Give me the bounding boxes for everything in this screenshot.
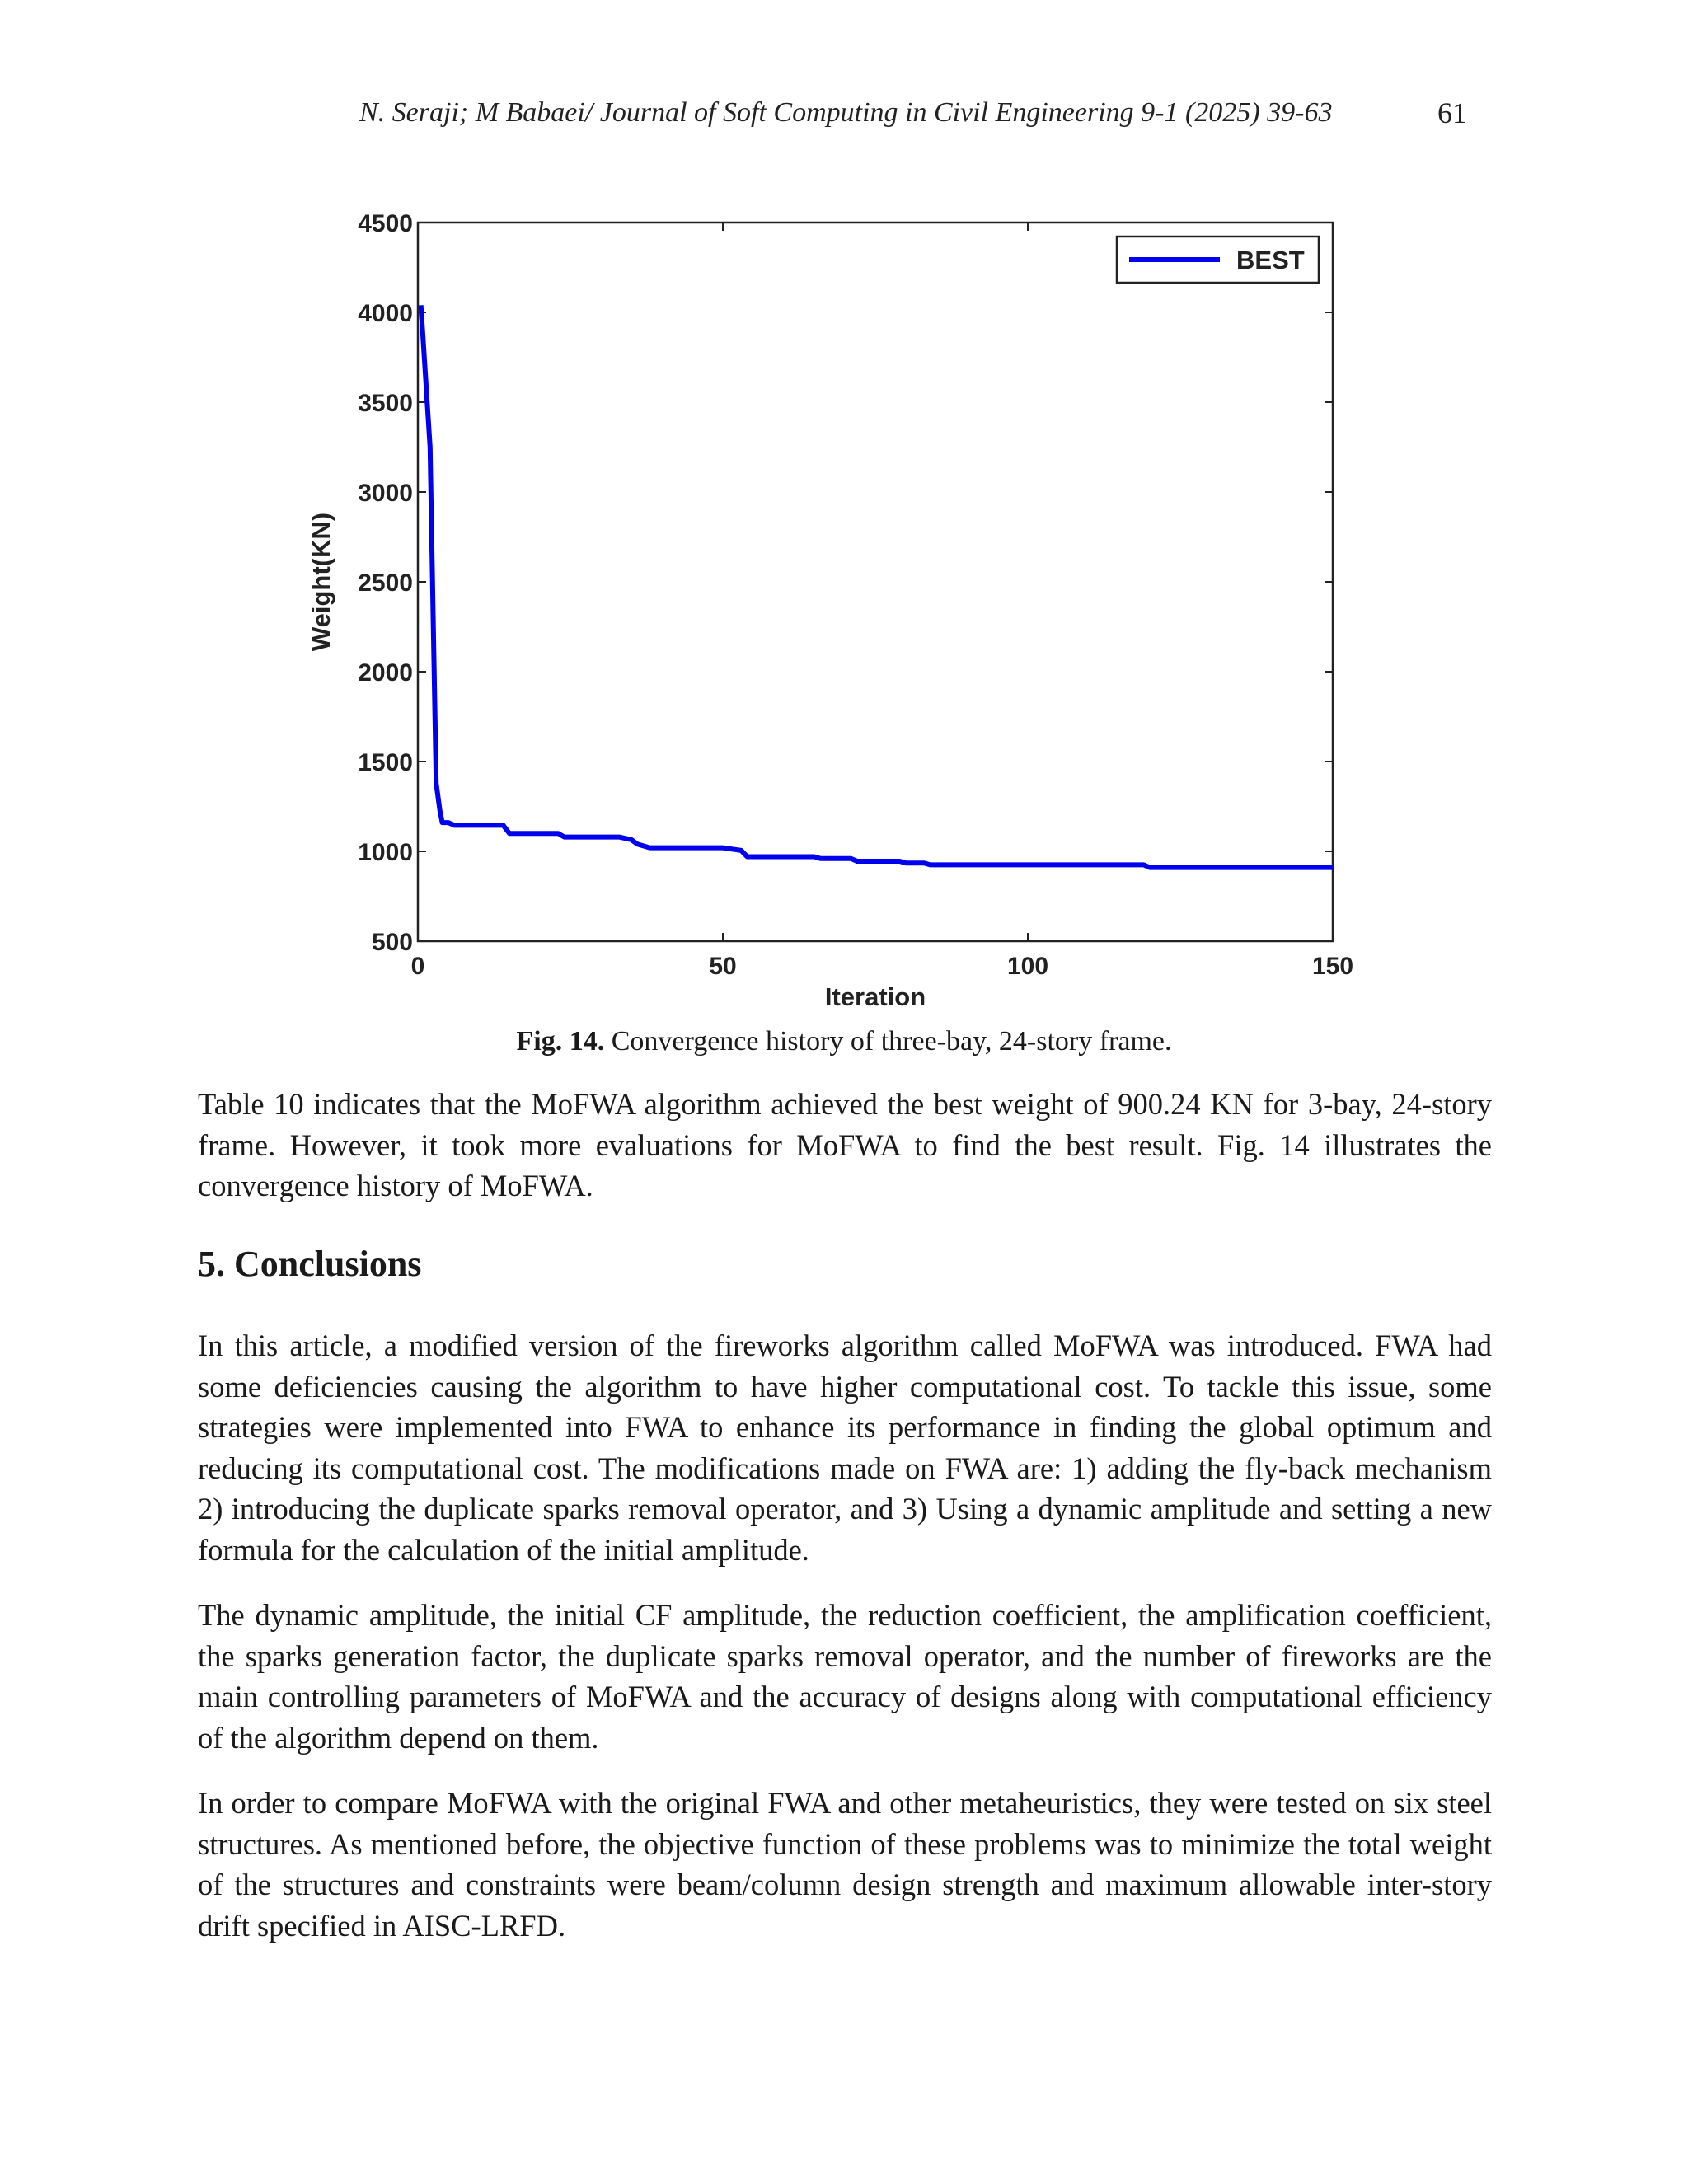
paragraph-conclusions-3: In order to compare MoFWA with the original FWA and other metaheuristics, they were tested on six steel structures. As mentioned before, the objective function of these problems was to minimize the total weight of the structures and constraints were beam/column design strength and maximum allowable inter-story drift specified in AISC-LRFD. [198, 1786, 1492, 1943]
x-tick-label: 0 [410, 953, 425, 980]
convergence-chart [305, 206, 1376, 1022]
y-tick-label: 500 [371, 929, 413, 956]
y-tick-label: 4500 [358, 210, 413, 237]
x-tick-label: 150 [1311, 953, 1354, 980]
y-tick-label: 4000 [358, 300, 413, 327]
y-tick-label: 2000 [358, 659, 413, 687]
y-tick-label: 1500 [358, 749, 413, 776]
figure-label: Fig. 14. [516, 1026, 605, 1057]
x-tick-label: 50 [709, 953, 737, 980]
legend-label: BEST [1236, 246, 1305, 274]
y-tick-label: 3500 [358, 390, 413, 417]
y-tick-label: 3000 [358, 480, 413, 507]
figure-caption-text: Convergence history of three-bay, 24-story frame. [611, 1026, 1172, 1057]
x-axis-label: Iteration [824, 982, 926, 1011]
y-axis-label: Weight(KN) [307, 512, 335, 652]
section-heading-conclusions: 5. Conclusions [198, 1244, 422, 1284]
paragraph-results: Table 10 indicates that the MoFWA algorithm achieved the best weight of 900.24 KN for 3-bay, 24-story frame. However, it took more evaluations for MoFWA to find the best result. Fig. 14 illustrates the convergence history of MoFWA. [198, 1087, 1492, 1202]
paragraph-conclusions-2: The dynamic amplitude, the initial CF amplitude, the reduction coefficient, the amplification coefficient, the sparks generation factor, the duplicate sparks removal operator, and the number of fireworks are the main controlling parameters of MoFWA and the accuracy of designs along with computational efficiency of the algorithm depend on them. [198, 1598, 1492, 1755]
paragraph-conclusions-1: In this article, a modified version of the fireworks algorithm called MoFWA was introduced. FWA had some deficiencies causing the algorithm to have higher computational cost. To tackle this issue, some strategies were implemented into FWA to enhance its performance in finding the global optimum and reducing its computational cost. The modifications made on FWA are: 1) adding the fly-back mechanism 2) introducing the duplicate sparks removal operator, and 3) Using a dynamic amplitude and setting a new formula for the calculation of the initial amplitude. [198, 1329, 1492, 1567]
page-number: 61 [1437, 96, 1467, 129]
y-tick-label: 2500 [358, 569, 413, 597]
figure-caption [0, 1026, 1688, 1057]
figure-14 [305, 206, 1376, 1030]
running-header [0, 97, 1688, 137]
legend [1117, 237, 1319, 283]
running-title: N. Seraji; M Babaei/ Journal of Soft Computing in Civil Engineering 9-1 (2025) 39-63 [359, 97, 1333, 128]
x-tick-label: 100 [1006, 953, 1049, 980]
y-tick-label: 1000 [358, 839, 413, 866]
